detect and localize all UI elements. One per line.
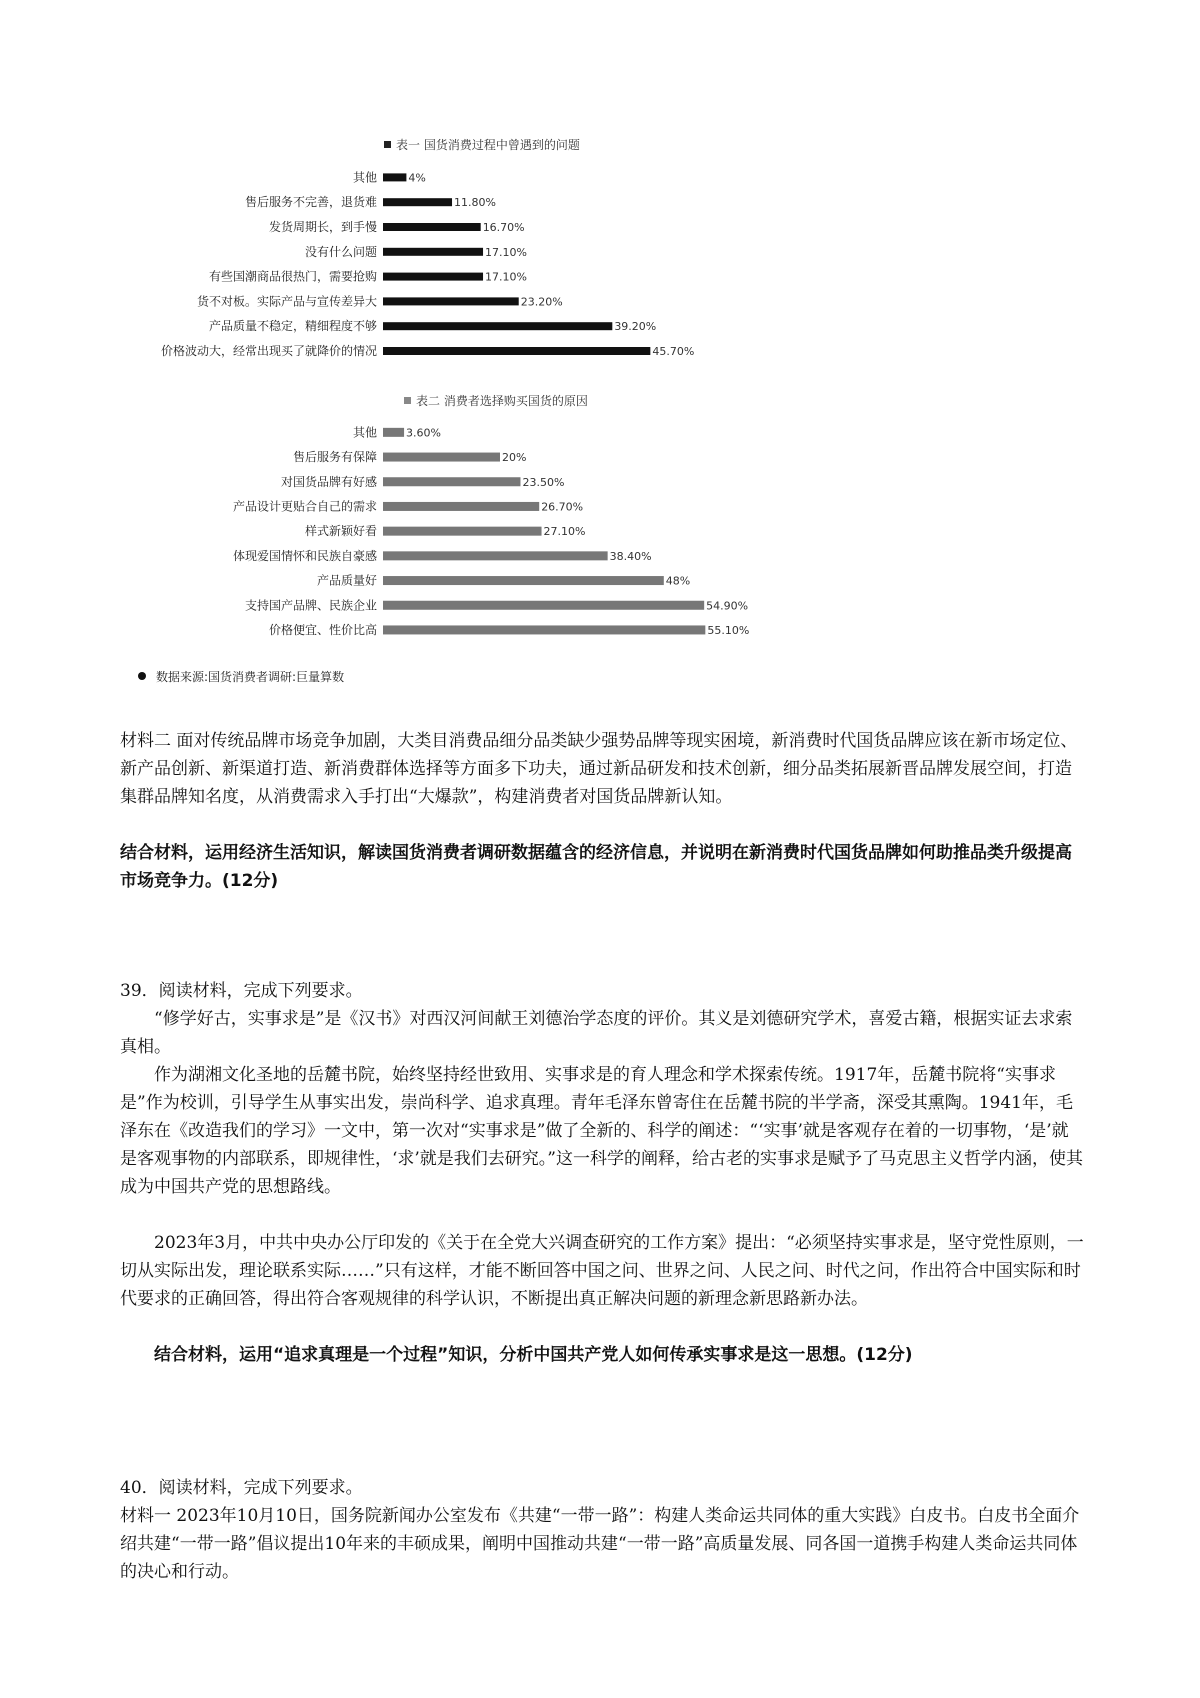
value-label: 54.90% [706,599,749,613]
category-label: 售后服务不完善，退货难 [244,195,377,210]
category-label: 有些国潮商品很热门，需要抢购 [208,269,377,284]
legend-square-icon [404,397,411,404]
category-label: 发货周期长，到手慢 [268,220,377,234]
bar [383,297,519,305]
chart2-title [404,392,588,409]
question-39-task: 结合材料，运用“追求真理是一个过程”知识，分析中国共产党人如何传承实事求是这一思想。(12分) [154,1345,913,1365]
question-40-material-1: 材料一 2023年10月10日，国务院新闻办公室发布《共建“一带一路”：构建人类命运共同体的重大实践》白皮书。白皮书全面介绍共建“一带一路”倡议提出10年来的丰硕成果，阐明中国推动共建“一带一路”高质量发展、同各国一道携手构建人类命运共同体的决心和行动。 [120,1506,1080,1582]
category-label: 产品设计更贴合自己的需求 [232,499,377,514]
question-38-task: 结合材料，运用经济生活知识，解读国货消费者调研数据蕴含的经济信息，并说明在新消费时代国货品牌如何助推品类升级提高市场竞争力。(12分) [120,843,1072,891]
category-label: 价格波动大，经常出现买了就降价的情况 [160,344,377,358]
value-label: 38.40% [609,549,652,563]
category-label: 货不对板。实际产品与宣传差异大 [196,294,377,309]
bar [383,223,481,231]
chart1-title [384,136,580,153]
legend-square-icon [384,141,391,148]
question-40-heading: 40．阅读材料，完成下列要求。 [120,1478,363,1498]
bar [383,502,539,511]
value-label: 16.70% [482,221,525,234]
question-39-paragraph-3: 2023年3月，中共中央办公厅印发的《关于在全党大兴调查研究的工作方案》提出：“必须坚持实事求是，坚守党性原则，一切从实际出发，理论联系实际……”只有这样，才能不断回答中国之问、世界之问、人民之问、时代之问，作出符合中国实际和时代要求的正确回答，得出符合客观规律的科学认识，不断提出真正解决问题的新理念新思路新办法。 [120,1233,1084,1309]
bar [383,551,608,560]
bar [383,428,404,437]
value-label: 4% [408,171,426,185]
category-label: 支持国产品牌、民族企业 [244,598,377,613]
bar [383,625,705,634]
bar [383,347,650,355]
bar [383,273,483,281]
category-label: 对国货品牌有好感 [280,474,377,489]
question-39-heading: 39．阅读材料，完成下列要求。 [120,981,363,1001]
bullet-dot-icon [138,672,146,680]
question-39-paragraph-2: 作为湖湘文化圣地的岳麓书院，始终坚持经世致用、实事求是的育人理念和学术探索传统。1917年，岳麓书院将“实事求是”作为校训，引导学生从事实出发，崇尚科学、追求真理。青年毛泽东曾寄住在岳麓书院的半学斋，深受其熏陶。1941年，毛泽东在《改造我们的学习》一文中，第一次对“实事求是”做了全新的、科学的阐述：“‘实事’就是客观存在着的一切事物，‘是’就是客观事物的内部联系，即规律性，‘求’就是我们去研究。”这一科学的阐释，给古老的实事求是赋予了马克思主义哲学内涵，使其成为中国共产党的思想路线。 [120,1065,1083,1197]
category-label: 价格便宜、性价比高 [268,622,377,637]
value-label: 17.10% [485,270,527,284]
category-label: 产品质量好 [316,573,377,588]
category-label: 售后服务有保障 [292,450,377,465]
bar [383,322,612,330]
value-label: 55.10% [707,623,750,637]
bar [383,248,483,256]
value-label: 3.60% [406,426,442,440]
data-source-note [138,668,344,685]
chart1-bar-chart [0,165,760,365]
bar [383,527,542,536]
chart1-title-text: 表一 国货消费过程中曾遇到的问题 [396,138,580,152]
chart2-bar-chart [0,420,760,645]
category-label: 没有什么问题 [304,244,377,259]
value-label: 17.10% [485,245,527,259]
bar [383,601,704,610]
bar [383,576,664,585]
value-label: 23.50% [522,475,565,489]
chart2-title-text: 表二 消费者选择购买国货的原因 [416,394,588,408]
category-label: 其他 [352,170,377,185]
value-label: 26.70% [541,500,584,514]
value-label: 39.20% [614,320,657,334]
category-label: 体现爱国情怀和民族自豪感 [232,548,377,563]
value-label: 45.70% [652,345,695,358]
value-label: 27.10% [543,525,586,539]
question-39-paragraph-1: “修学好古，实事求是”是《汉书》对西汉河间献王刘德治学态度的评价。其义是刘德研究学术，喜爱古籍，根据实证去求索真相。 [120,1009,1073,1057]
value-label: 48% [665,574,691,588]
category-label: 其他 [352,425,377,440]
bar [383,453,500,462]
bar [383,173,406,181]
value-label: 11.80% [454,196,496,210]
source-text: 数据来源:国货消费者调研:巨量算数 [156,670,345,684]
category-label: 产品质量不稳定，精细程度不够 [208,319,377,334]
bar [383,477,520,486]
material-two: 材料二 面对传统品牌市场竞争加剧，大类目消费品细分品类缺少强势品牌等现实困境，新消费时代国货品牌应该在新市场定位、新产品创新、新渠道打造、新消费群体选择等方面多下功夫，通过新品研发和技术创新，细分品类拓展新晋品牌发展空间，打造集群品牌知名度，从消费需求入手打出“大爆款”，构建消费者对国货品牌新认知。 [120,731,1078,807]
value-label: 23.20% [520,295,563,309]
bar [383,198,452,206]
category-label: 样式新颖好看 [304,524,377,539]
value-label: 20% [502,451,527,465]
